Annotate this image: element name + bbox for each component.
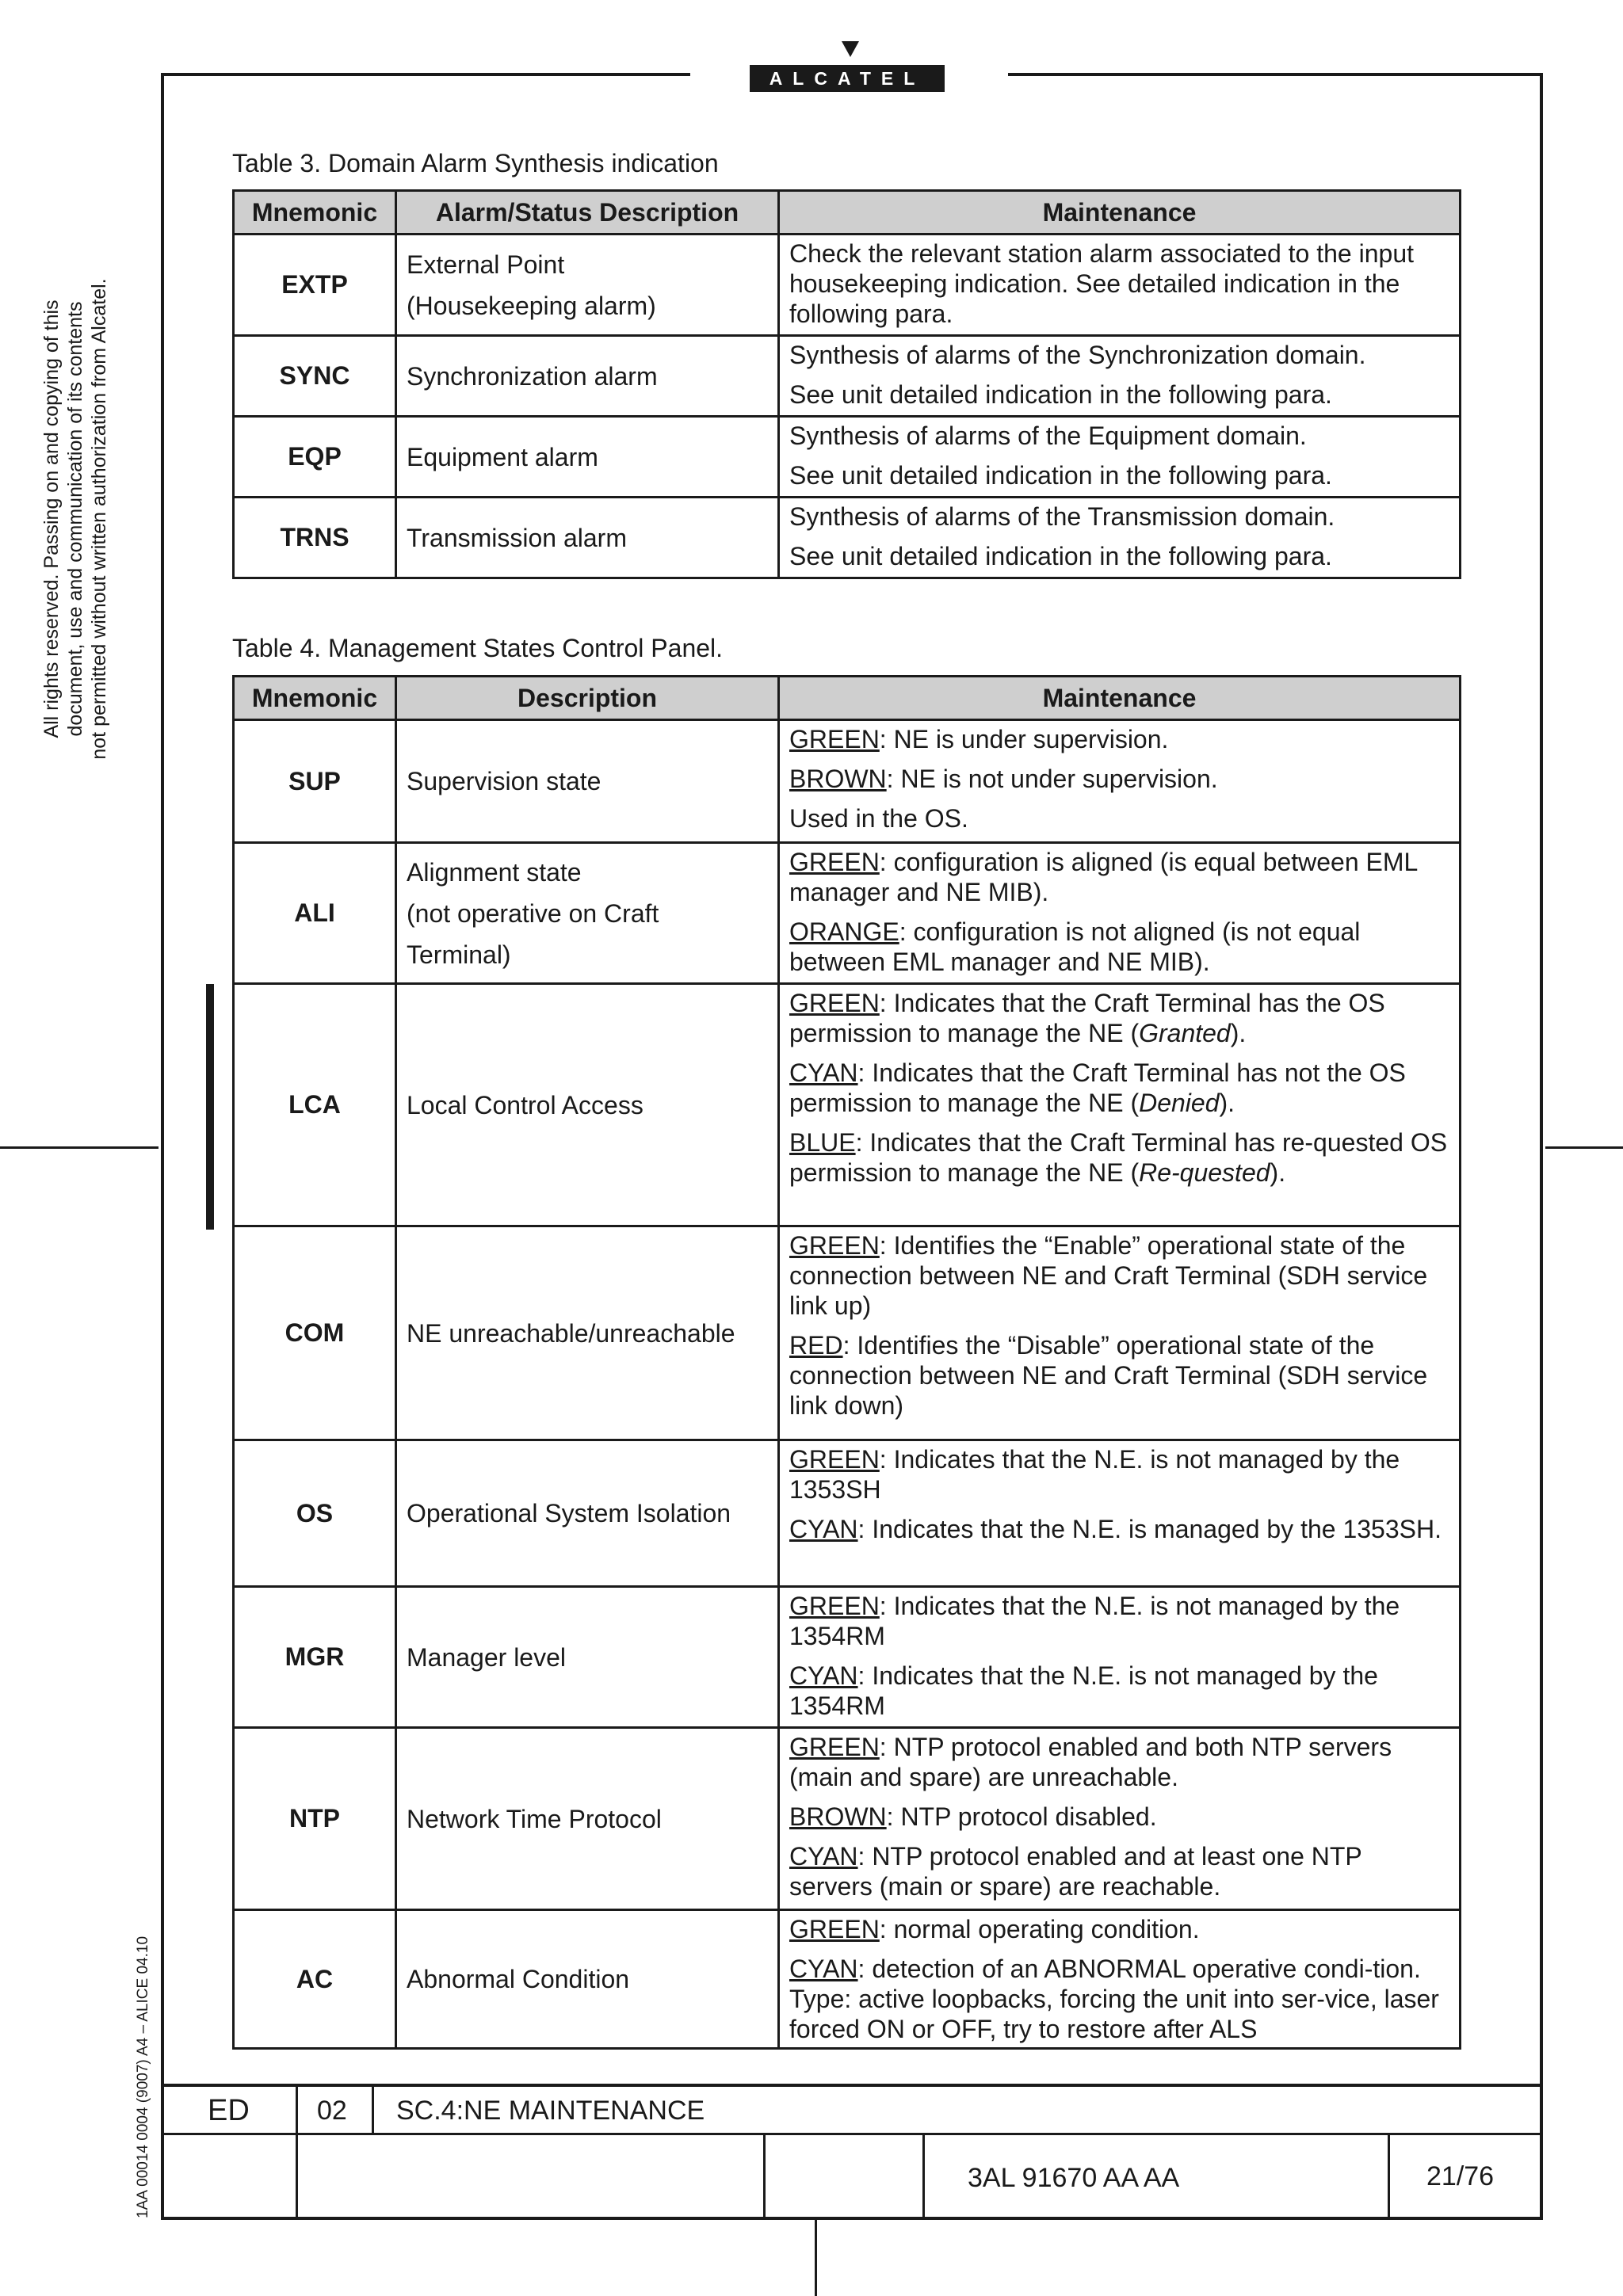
footer-divider: [296, 2084, 298, 2218]
status-description: : normal operating condition.: [879, 1915, 1200, 1943]
page-number: 21/76: [1426, 2161, 1495, 2191]
status-color-key: CYAN: [789, 1515, 858, 1543]
maintenance-paragraph: [789, 1127, 1449, 1188]
status-color-key: GREEN: [789, 848, 880, 876]
maintenance-paragraph: [789, 803, 1449, 833]
maintenance-cell: [779, 1587, 1461, 1728]
table-row: [234, 1440, 1461, 1587]
table4-caption: Table 4. Management States Control Panel.: [232, 634, 724, 662]
rights-line: All rights reserved. Passing on and copying of this: [40, 299, 63, 738]
table3-caption: Table 3. Domain Alarm Synthesis indication: [232, 149, 719, 177]
table-row: [234, 720, 1461, 843]
rights-line: document, use and communication of its contents: [64, 301, 86, 737]
mnemonic-cell: ALI: [234, 843, 396, 984]
maintenance-paragraph: See unit detailed indication in the following para.: [789, 542, 1332, 570]
status-description: : NTP protocol enabled and at least one NTP servers (main or spare) are reachable.: [789, 1842, 1362, 1901]
status-color-key: BROWN: [789, 1802, 887, 1831]
description-cell: [396, 1910, 779, 2049]
status-description: : Indicates that the Craft Terminal has the OS permission to manage the NE (: [789, 989, 1385, 1047]
status-color-key: GREEN: [789, 725, 880, 753]
status-state: Re-quested: [1139, 1158, 1270, 1187]
table-header-row: [234, 677, 1461, 720]
maintenance-paragraph: Synthesis of alarms of the Equipment domain.: [789, 421, 1307, 450]
description-line: Alignment state: [407, 857, 582, 887]
maintenance-paragraph: [789, 1802, 1449, 1832]
footer-top-rule: [161, 2084, 1543, 2087]
revision-change-bar: [206, 984, 214, 1230]
edition-number: 02: [317, 2096, 347, 2126]
mnemonic-cell: TRNS: [234, 498, 396, 578]
status-color-key: CYAN: [789, 1058, 858, 1087]
table-row: [234, 1587, 1461, 1728]
description-cell: [396, 1440, 779, 1587]
description-line: Operational System Isolation: [407, 1499, 731, 1527]
mnemonic-cell: MGR: [234, 1587, 396, 1728]
column-header: Alarm/Status Description: [396, 191, 779, 235]
domain-alarm-table: [232, 189, 1461, 579]
status-description: : Identifies the “Disable” operational state of the connection between NE and Craft Terminal (SDH service link down): [789, 1331, 1428, 1420]
edition-label: ED: [208, 2094, 250, 2127]
description-cell: [396, 336, 779, 417]
description-cell: [396, 417, 779, 498]
maintenance-paragraph: [789, 764, 1449, 794]
mnemonic-cell: LCA: [234, 984, 396, 1226]
status-description: : Identifies the “Enable” operational state of the connection between NE and Craft Terminal (SDH service link up): [789, 1231, 1428, 1320]
status-color-key: GREEN: [789, 989, 880, 1017]
description-line: Supervision state: [407, 767, 601, 795]
status-description: : detection of an ABNORMAL operative condi-tion. Type: active loopbacks, forcing the unit into ser-vice, laser forced ON or OFF, try to restore after ALS: [789, 1955, 1439, 2043]
maintenance-paragraph: Synthesis of alarms of the Transmission domain.: [789, 502, 1335, 531]
maintenance-cell: [779, 1728, 1461, 1910]
status-description: : Indicates that the N.E. is not managed by the 1354RM: [789, 1661, 1378, 1720]
status-color-key: CYAN: [789, 1661, 858, 1690]
table-row: [234, 417, 1461, 498]
maintenance-cell: [779, 843, 1461, 984]
description-line: (not operative on Craft: [407, 898, 659, 928]
description-cell: [396, 498, 779, 578]
status-color-key: GREEN: [789, 1915, 880, 1943]
document-code: 3AL 91670 AA AA: [968, 2163, 1180, 2193]
status-color-key: CYAN: [789, 1955, 858, 1983]
description-cell: [396, 984, 779, 1226]
description-line: Synchronization alarm: [407, 361, 658, 391]
status-description: : Indicates that the Craft Terminal has not the OS permission to manage the NE (: [789, 1058, 1406, 1117]
form-code: 1AA 00014 0004 (9007) A4 – ALICE 04.10: [135, 1936, 151, 2218]
table-row: [234, 1728, 1461, 1910]
rights-notice: [40, 250, 111, 788]
maintenance-paragraph: Check the relevant station alarm associated to the input housekeeping indication. See detailed indication in the following para.: [789, 239, 1414, 328]
fold-mark-left: [0, 1146, 158, 1149]
maintenance-cell: [779, 235, 1461, 336]
status-color-key: CYAN: [789, 1842, 858, 1871]
status-color-key: GREEN: [789, 1733, 880, 1761]
frame-top-left-rule: [161, 73, 690, 76]
mnemonic-cell: AC: [234, 1910, 396, 2049]
mnemonic-cell: EQP: [234, 417, 396, 498]
maintenance-cell: [779, 1226, 1461, 1440]
status-description: : NTP protocol disabled.: [886, 1802, 1157, 1831]
status-description: : Indicates that the Craft Terminal has re-quested OS permission to manage the NE (: [789, 1128, 1448, 1187]
rights-line: not permitted without written authorization from Alcatel.: [88, 278, 110, 760]
maintenance-paragraph: [789, 1954, 1449, 2044]
description-cell: [396, 1728, 779, 1910]
mnemonic-cell: SUP: [234, 720, 396, 843]
maintenance-cell: [779, 1910, 1461, 2049]
status-description: : configuration is aligned (is equal between EML manager and NE MIB).: [789, 848, 1418, 906]
footer-mid-rule: [161, 2133, 1543, 2135]
status-color-key: ORANGE: [789, 917, 899, 946]
maintenance-paragraph: [789, 1230, 1449, 1321]
footer-divider: [763, 2133, 766, 2218]
mnemonic-cell: COM: [234, 1226, 396, 1440]
description-cell: [396, 843, 779, 984]
column-header: Mnemonic: [234, 677, 396, 720]
frame-bottom-rule: [161, 2217, 1543, 2220]
status-tail: ).: [1219, 1089, 1235, 1117]
maintenance-paragraph: [789, 1058, 1449, 1118]
table-row: [234, 336, 1461, 417]
mnemonic-cell: NTP: [234, 1728, 396, 1910]
maintenance-paragraph: [789, 1514, 1449, 1544]
maintenance-cell: [779, 720, 1461, 843]
maintenance-paragraph: [789, 1661, 1449, 1721]
status-color-key: BROWN: [789, 765, 887, 793]
maintenance-paragraph: [789, 1732, 1449, 1792]
table-row: [234, 1910, 1461, 2049]
table-header-row: [234, 191, 1461, 235]
maintenance-cell: [779, 417, 1461, 498]
status-color-key: GREEN: [789, 1231, 880, 1260]
maintenance-cell: [779, 984, 1461, 1226]
status-description: : Indicates that the N.E. is not managed by the 1353SH: [789, 1445, 1400, 1504]
maintenance-paragraph: [789, 1330, 1449, 1421]
status-description: : NE is not under supervision.: [886, 765, 1218, 793]
maintenance-paragraph: See unit detailed indication in the following para.: [789, 461, 1332, 490]
description-cell: [396, 1226, 779, 1440]
fold-mark-right: [1545, 1146, 1623, 1149]
description-line: Manager level: [407, 1642, 566, 1672]
description-line: Terminal): [407, 940, 511, 969]
column-header: Description: [396, 677, 779, 720]
description-cell: [396, 720, 779, 843]
status-description: : Indicates that the N.E. is managed by the 1353SH.: [857, 1515, 1442, 1543]
status-description: : configuration is not aligned (is not equal between EML manager and NE MIB).: [789, 917, 1361, 976]
description-line: External Point: [407, 250, 565, 279]
status-color-key: RED: [789, 1331, 843, 1360]
status-color-key: BLUE: [789, 1128, 856, 1157]
footer-divider: [1388, 2133, 1390, 2218]
fold-mark-bottom: [815, 2220, 817, 2296]
section-title: SC.4:NE MAINTENANCE: [396, 2096, 705, 2126]
mnemonic-cell: SYNC: [234, 336, 396, 417]
status-color-key: GREEN: [789, 1445, 880, 1474]
table-row: [234, 235, 1461, 336]
frame-right-rule: [1540, 73, 1543, 2220]
maintenance-paragraph: Synthesis of alarms of the Synchronization domain.: [789, 341, 1366, 369]
footer-divider: [372, 2084, 374, 2134]
description-line: Abnormal Condition: [407, 1965, 630, 1993]
maintenance-paragraph: [789, 724, 1449, 754]
description-line: Local Control Access: [407, 1090, 643, 1119]
description-cell: [396, 235, 779, 336]
maintenance-paragraph: [789, 1591, 1449, 1651]
column-header: Maintenance: [779, 677, 1461, 720]
maintenance-paragraph: [789, 1914, 1449, 1944]
description-line: (Housekeeping alarm): [407, 291, 656, 320]
description-line: NE unreachable/unreachable: [407, 1318, 735, 1348]
description-line: Network Time Protocol: [407, 1804, 662, 1833]
maintenance-cell: [779, 336, 1461, 417]
status-tail: ).: [1230, 1019, 1247, 1047]
maintenance-paragraph: [789, 847, 1449, 907]
status-state: Denied: [1139, 1089, 1220, 1117]
company-logo: ALCATEL: [750, 65, 945, 92]
maintenance-paragraph: [789, 988, 1449, 1048]
status-state: Granted: [1139, 1019, 1231, 1047]
frame-left-rule: [161, 73, 164, 2220]
status-description: Used in the OS.: [789, 804, 968, 833]
frame-top-right-rule: [1008, 73, 1543, 76]
maintenance-cell: [779, 1440, 1461, 1587]
description-line: Transmission alarm: [407, 523, 627, 552]
logo-triangle-icon: [842, 41, 859, 57]
maintenance-paragraph: See unit detailed indication in the following para.: [789, 380, 1332, 409]
footer-divider: [922, 2133, 925, 2218]
column-header: Mnemonic: [234, 191, 396, 235]
mnemonic-cell: OS: [234, 1440, 396, 1587]
status-description: : Indicates that the N.E. is not managed by the 1354RM: [789, 1592, 1400, 1650]
maintenance-paragraph: [789, 1841, 1449, 1901]
description-cell: [396, 1587, 779, 1728]
maintenance-paragraph: [789, 1444, 1449, 1505]
description-line: Equipment alarm: [407, 442, 598, 471]
maintenance-paragraph: [789, 917, 1449, 977]
table-row: [234, 843, 1461, 984]
table-row: [234, 1226, 1461, 1440]
maintenance-cell: [779, 498, 1461, 578]
mnemonic-cell: EXTP: [234, 235, 396, 336]
management-states-table: [232, 675, 1461, 2050]
table-row: [234, 984, 1461, 1226]
status-description: : NE is under supervision.: [879, 725, 1169, 753]
column-header: Maintenance: [779, 191, 1461, 235]
status-color-key: GREEN: [789, 1592, 880, 1620]
status-tail: ).: [1270, 1158, 1286, 1187]
status-description: : NTP protocol enabled and both NTP servers (main and spare) are unreachable.: [789, 1733, 1392, 1791]
table-row: [234, 498, 1461, 578]
